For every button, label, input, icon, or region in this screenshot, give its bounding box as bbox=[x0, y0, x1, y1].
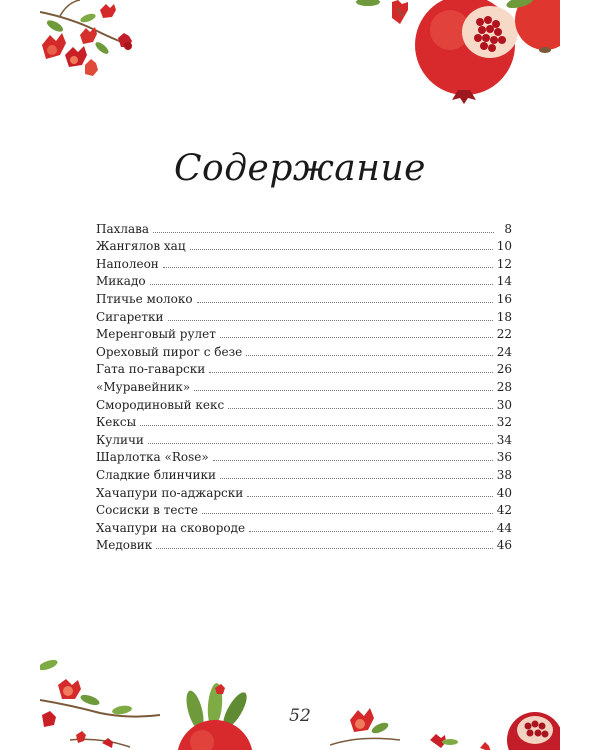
toc-entry-page: 28 bbox=[496, 379, 512, 394]
toc-entry-title: Куличи bbox=[96, 432, 144, 447]
toc-entry[interactable] bbox=[96, 253, 512, 271]
toc-entry-page: 38 bbox=[496, 467, 512, 482]
toc-entry-page: 44 bbox=[496, 520, 512, 535]
toc-entry-title: Хачапури на сковороде bbox=[96, 520, 246, 535]
toc-entry-page: 10 bbox=[496, 239, 512, 254]
toc-entry-page: 16 bbox=[496, 291, 512, 306]
toc-entry[interactable] bbox=[96, 324, 512, 342]
pomegranate-blossom-icon bbox=[40, 0, 140, 85]
dot-leader bbox=[153, 231, 494, 233]
toc-entry-title: Микадо bbox=[96, 274, 146, 289]
pomegranate-fruit-icon bbox=[330, 690, 560, 750]
toc-entry-page: 14 bbox=[496, 274, 512, 289]
toc-entry-page: 18 bbox=[496, 309, 512, 324]
toc-entry-title: Медовик bbox=[96, 538, 153, 553]
pomegranate-blossom-icon bbox=[40, 655, 180, 750]
toc-entry-title: Гата по-гаварски bbox=[96, 362, 206, 377]
toc-entry[interactable] bbox=[96, 218, 512, 236]
dot-leader bbox=[247, 495, 492, 497]
toc-entry-title: Меренговый рулет bbox=[96, 327, 216, 342]
dot-leader bbox=[220, 336, 493, 338]
toc-entry[interactable] bbox=[96, 482, 512, 500]
dot-leader bbox=[148, 442, 493, 444]
dot-leader bbox=[168, 319, 493, 321]
toc-entry-page: 30 bbox=[496, 397, 512, 412]
toc-entry[interactable] bbox=[96, 306, 512, 324]
pomegranate-fruit-icon bbox=[340, 0, 560, 105]
toc-entry-title: Кексы bbox=[96, 415, 137, 430]
toc-entry-title: Хачапури по-аджарски bbox=[96, 485, 244, 500]
toc-entry-page: 34 bbox=[496, 432, 512, 447]
dot-leader bbox=[249, 530, 493, 532]
toc-entry[interactable] bbox=[96, 271, 512, 289]
toc-entry[interactable] bbox=[96, 429, 512, 447]
toc-entry-page: 12 bbox=[496, 256, 512, 271]
toc-entry-page: 32 bbox=[496, 415, 512, 430]
dot-leader bbox=[220, 477, 493, 479]
book-page bbox=[40, 0, 560, 750]
page-title: Содержание bbox=[174, 148, 426, 189]
toc-entry-title: Сладкие блинчики bbox=[96, 467, 217, 482]
dot-leader bbox=[140, 424, 493, 426]
toc-entry-page: 40 bbox=[496, 485, 512, 500]
toc-entry-page: 46 bbox=[496, 538, 512, 553]
toc-entry-page: 26 bbox=[496, 362, 512, 377]
toc-entry[interactable] bbox=[96, 236, 512, 254]
toc-entry-page: 8 bbox=[504, 221, 512, 236]
toc-entry[interactable] bbox=[96, 359, 512, 377]
toc-entry[interactable] bbox=[96, 517, 512, 535]
toc-entry[interactable] bbox=[96, 394, 512, 412]
toc-entry[interactable] bbox=[96, 412, 512, 430]
toc-entry-title: Ореховый пирог с безе bbox=[96, 344, 243, 359]
toc-entry[interactable] bbox=[96, 341, 512, 359]
toc-entry-page: 42 bbox=[496, 503, 512, 518]
toc-entry-title: «Муравейник» bbox=[96, 379, 191, 394]
toc-entry-page: 24 bbox=[496, 344, 512, 359]
dot-leader bbox=[213, 459, 493, 461]
dot-leader bbox=[150, 283, 493, 285]
toc-entry-title: Пахлава bbox=[96, 221, 150, 236]
toc-entry[interactable] bbox=[96, 535, 512, 553]
dot-leader bbox=[163, 266, 493, 268]
dot-leader bbox=[194, 389, 493, 391]
toc-entry-page: 22 bbox=[496, 327, 512, 342]
toc-entry[interactable] bbox=[96, 500, 512, 518]
toc-entry-page: 36 bbox=[496, 450, 512, 465]
toc-entry[interactable] bbox=[96, 464, 512, 482]
table-of-contents bbox=[96, 218, 512, 552]
toc-entry-title: Жангялов хац bbox=[96, 239, 186, 254]
toc-entry-title: Шарлотка «Rose» bbox=[96, 450, 209, 465]
dot-leader bbox=[190, 248, 493, 250]
dot-leader bbox=[202, 512, 493, 514]
page-number: 52 bbox=[289, 706, 311, 726]
toc-entry[interactable] bbox=[96, 447, 512, 465]
dot-leader bbox=[156, 547, 492, 549]
dot-leader bbox=[197, 301, 493, 303]
toc-entry[interactable] bbox=[96, 376, 512, 394]
toc-entry-title: Сосиски в тесте bbox=[96, 503, 198, 518]
toc-entry-title: Сигаретки bbox=[96, 309, 164, 324]
toc-entry-title: Наполеон bbox=[96, 256, 159, 271]
toc-entry[interactable] bbox=[96, 288, 512, 306]
dot-leader bbox=[246, 354, 492, 356]
toc-entry-title: Смородиновый кекс bbox=[96, 397, 225, 412]
dot-leader bbox=[228, 407, 493, 409]
dot-leader bbox=[209, 371, 492, 373]
toc-entry-title: Птичье молоко bbox=[96, 291, 193, 306]
